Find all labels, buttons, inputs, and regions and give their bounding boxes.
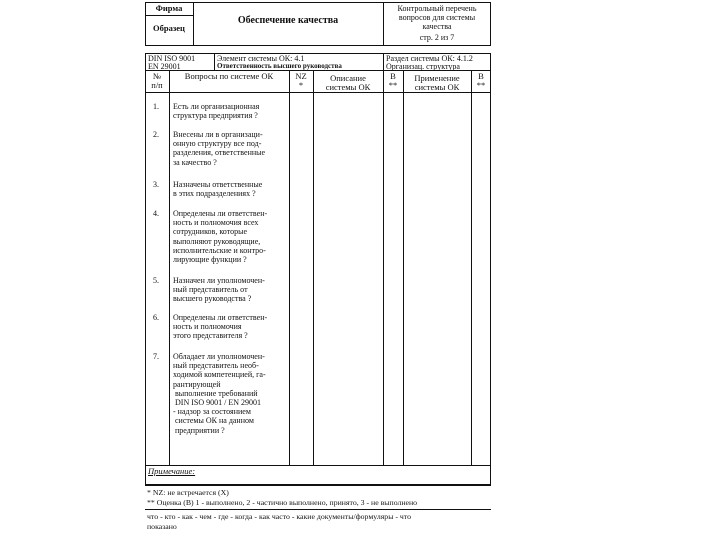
nz-note: * NZ: не встречается (X) bbox=[147, 488, 229, 497]
col-b2: B bbox=[478, 71, 484, 81]
col-b-sub: ** bbox=[388, 80, 398, 90]
question-number: 7. bbox=[153, 352, 159, 361]
col-nz: NZ bbox=[295, 71, 307, 81]
checklist-line-2: вопросов для системы bbox=[398, 13, 476, 22]
col-num: № bbox=[152, 71, 162, 81]
question-number: 2. bbox=[153, 130, 159, 139]
col-nz-sub: * bbox=[298, 80, 304, 90]
question-number: 5. bbox=[153, 276, 159, 285]
question-number: 1. bbox=[153, 102, 159, 111]
col-b: B bbox=[390, 71, 396, 81]
question-text: Есть ли организационная структура предприятия ? bbox=[173, 102, 260, 121]
question-text: Определены ли ответствен- ность и полномочия этого представителя ? bbox=[173, 313, 268, 341]
shown-note: показано bbox=[147, 522, 177, 531]
form-title: Обеспечение качества bbox=[237, 15, 339, 26]
question-number: 3. bbox=[153, 180, 159, 189]
who-what-note: что - кто - как - чем - где - когда - как часто - какие документы/формуляры - что bbox=[147, 512, 412, 521]
col-description: Описание bbox=[330, 73, 366, 83]
page-indicator: стр. 2 из 7 bbox=[419, 33, 455, 42]
remarks-label: Примечание: bbox=[148, 466, 196, 476]
question-text: Определены ли ответствен- ность и полномочия всех сотрудников, которые выполняют руководящие, исполнительские и контро- лирующие функции ? bbox=[173, 209, 268, 265]
assessment-note: ** Оценка (В) 1 - выполнено, 2 - частично выполнено, принято, 3 - не выполнено bbox=[147, 498, 418, 507]
col-questions: Вопросы по системе ОК bbox=[184, 71, 274, 81]
element-subtitle: Ответственность высшего руководства bbox=[217, 62, 342, 70]
standard-line-1: DIN ISO 9001 bbox=[148, 54, 196, 63]
question-text: Внесены ли в организаци- онную структуру все под- разделения, ответственные за качество ? bbox=[173, 130, 266, 167]
standard-line-2: EN 29001 bbox=[148, 62, 181, 71]
question-text: Назначен ли уполномочен- ный представитель от высшего руководства ? bbox=[173, 276, 265, 304]
question-text: Назначены ответственные в этих подразделениях ? bbox=[173, 180, 263, 199]
col-application: Применение bbox=[414, 73, 460, 83]
section-subtitle: Организац. структура bbox=[386, 62, 460, 71]
section-label: Раздел системы ОК: 4.1.2 bbox=[386, 54, 473, 63]
checklist-line-1: Контрольный перечень bbox=[397, 4, 477, 13]
element-label: Элемент системы ОК: 4.1 bbox=[217, 54, 305, 63]
sample-label: Образец bbox=[153, 23, 185, 33]
question-number: 6. bbox=[153, 313, 159, 322]
question-text: Обладает ли уполномочен- ный представитель необ- ходимой компетенцией, га- рантирующей выполнение требований DIN ISO 9001 / EN 29001 - надзор за состоянием системы ОК на данном предприятии ? bbox=[173, 352, 266, 435]
quality-checklist-form bbox=[143, 0, 493, 540]
col-num-sub: п/п bbox=[151, 80, 163, 90]
checklist-line-3: качества bbox=[422, 22, 452, 31]
col-description-sub: системы ОК bbox=[325, 82, 371, 92]
col-b2-sub: ** bbox=[476, 80, 486, 90]
firm-label: Фирма bbox=[155, 3, 183, 13]
col-application-sub: системы ОК bbox=[414, 82, 460, 92]
question-number: 4. bbox=[153, 209, 159, 218]
